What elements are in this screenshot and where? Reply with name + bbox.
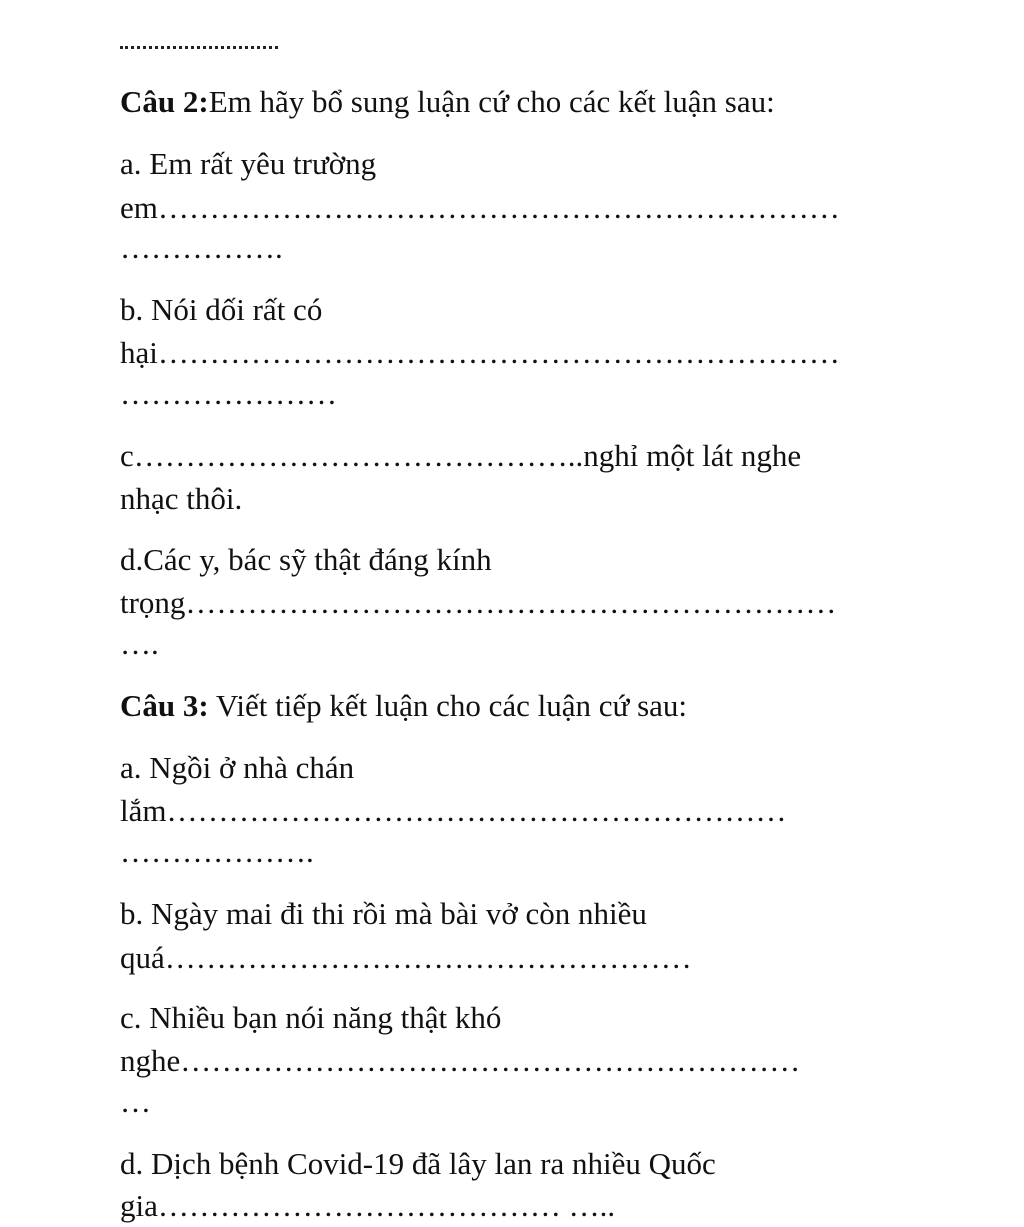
q3-item-c-line2: nghe…………………………………………………… — [120, 1043, 801, 1078]
q2-item-a-line3: ……………. — [120, 230, 283, 265]
question-2-prompt: Em hãy bổ sung luận cứ cho các kết luận sau: — [208, 84, 775, 119]
q2-item-b-line2: hại………………………………………………………… — [120, 335, 840, 370]
q3-item-a-line2: lắm…………………………………………………… — [120, 793, 787, 828]
question-2-heading — [120, 82, 775, 122]
question-3-prompt: Viết tiếp kết luận cho các luận cứ sau: — [208, 688, 688, 723]
q3-item-a-line3: ………………. — [120, 834, 314, 869]
q2-item-c-line2: nhạc thôi. — [120, 481, 243, 516]
q3-item-c-line3: … — [120, 1084, 151, 1119]
q2-item-d-line1: d.Các y, bác sỹ thật đáng kính — [120, 542, 492, 577]
q3-item-c-line1: c. Nhiều bạn nói năng thật khó — [120, 1000, 502, 1035]
question-3-heading — [120, 686, 687, 726]
question-2-label: Câu 2: — [120, 84, 209, 119]
top-dotted-line-short — [120, 46, 278, 49]
q2-item-d-line2: trọng……………………………………………………… — [120, 585, 837, 620]
q3-item-a-line1: a. Ngồi ở nhà chán — [120, 750, 355, 785]
question-3-label: Câu 3: — [120, 688, 209, 723]
q2-item-b-line3: ………………… — [120, 376, 337, 411]
q2-item-d-line3: …. — [120, 626, 159, 661]
q3-item-d-line1: d. Dịch bệnh Covid-19 đã lây lan ra nhiều Quốc — [120, 1146, 716, 1181]
q2-item-c-line1: c……………………………………..nghỉ một lát nghe — [120, 438, 802, 473]
q2-item-b-line1: b. Nói dối rất có — [120, 292, 323, 327]
q3-item-b-line1: b. Ngày mai đi thi rồi mà bài vở còn nhiều — [120, 896, 647, 931]
q3-item-b-line2: quá…………………………………………… — [120, 940, 692, 975]
q2-item-a-line1: a. Em rất yêu trường — [120, 146, 377, 181]
q2-item-a-line2: em………………………………………………………… — [120, 190, 840, 225]
q3-item-d-line2: gia………………………………… ….. — [120, 1188, 616, 1223]
